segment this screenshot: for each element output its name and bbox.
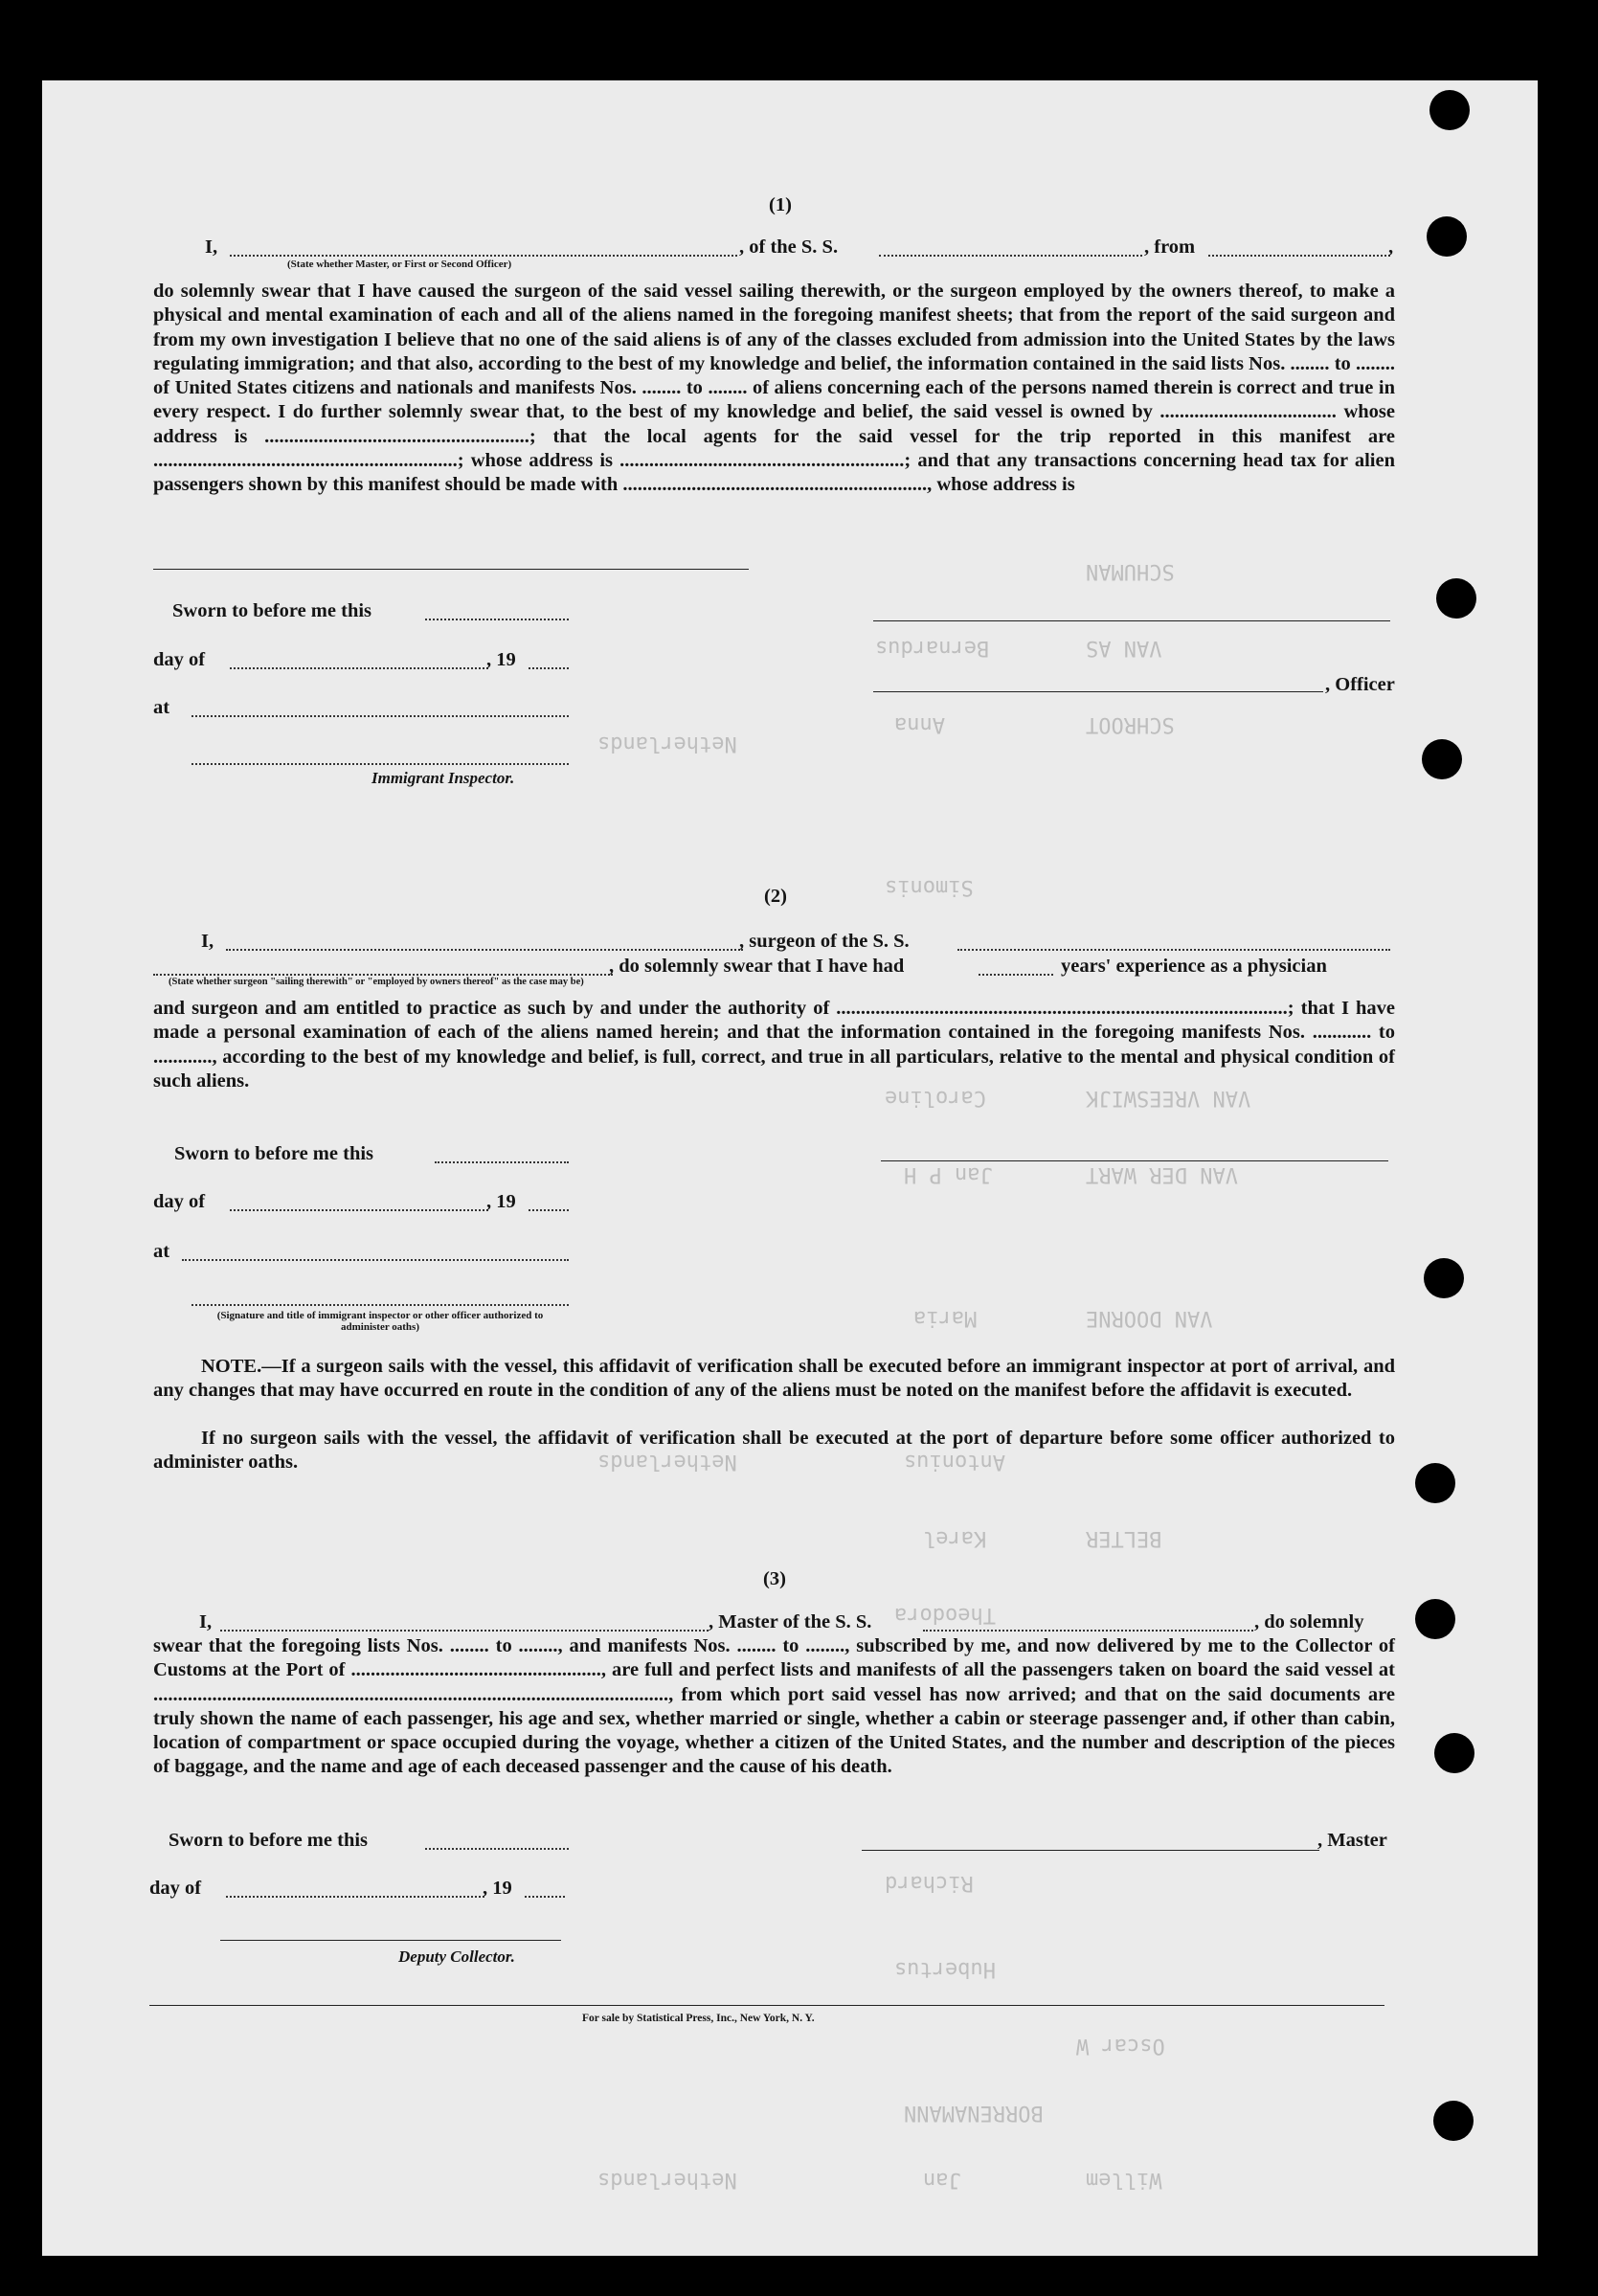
bleed-through-text: Jan P H [904, 1162, 993, 1186]
surgeon-status-field[interactable] [153, 974, 613, 976]
bleed-through-text: Anna [894, 712, 945, 736]
officer-signature-field[interactable] [191, 1304, 569, 1306]
at-label-2: at [153, 1241, 170, 1262]
master-caption: (State whether Master, or First or Second Officer) [287, 259, 512, 270]
bleed-through-text: Bernardus [875, 636, 990, 660]
bleed-through-text: SCHROOT [1086, 712, 1175, 736]
punch-hole [1415, 1463, 1455, 1503]
place-field[interactable] [191, 715, 569, 717]
master-signature-line[interactable] [862, 1850, 1319, 1851]
comma: , [1388, 236, 1394, 258]
bleed-through-text: Simonis [885, 875, 974, 899]
punch-hole [1415, 1599, 1455, 1639]
punch-hole [1436, 578, 1476, 619]
sworn-day-field-3[interactable] [425, 1848, 569, 1850]
officer-label: , Officer [1325, 674, 1395, 695]
surgeon-name-field[interactable] [226, 949, 743, 951]
years-field[interactable] [979, 974, 1053, 976]
bleed-through-text: BORRENAMANN [904, 2101, 1044, 2125]
punch-hole [1429, 90, 1470, 130]
bleed-through-text: VAN DER WART [1086, 1162, 1238, 1186]
month-field[interactable] [230, 667, 488, 669]
bleed-through-text: Jan [923, 2168, 961, 2192]
solemnly-swear-label: , do solemnly swear that I have had [609, 956, 905, 977]
bleed-through-text: Caroline [885, 1086, 986, 1110]
bleed-through-text: VAN AS [1086, 636, 1162, 660]
bleed-through-text: Willem [1086, 2168, 1162, 2192]
address-line[interactable] [153, 569, 749, 570]
officer-signature-line-1[interactable] [873, 620, 1390, 621]
month-field-2[interactable] [230, 1209, 488, 1211]
month-field-3[interactable] [226, 1896, 484, 1898]
bleed-through-text: Karel [923, 1526, 987, 1550]
section-3-i: I, [199, 1611, 213, 1632]
collector-signature-line[interactable] [220, 1940, 561, 1941]
section-1-i: I, [205, 236, 218, 258]
punch-hole [1434, 1733, 1474, 1773]
year-field-2[interactable] [529, 1209, 569, 1211]
section-1-body: do solemnly swear that I have caused the surgeon of the said vessel sailing therewith, or the surgeon employed by the owners thereof, to make a physical and mental examination of each and all of the aliens named in the foregoing manifest sheets; that from the report of the said surgeon and from my own investigation I believe that no one of the said aliens is of any of the classes excluded from admission into the United States by the laws regulating immigration; and that also, according to the best of my knowledge and belief, the information contained in the said lists Nos. ........ to ........ of United States citizens and nationals and manifests Nos. ........ to ........ of aliens concerning each of the persons named therein is correct and true in every respect. I do further solemnly swear that, to the best of my knowledge and belief, the said vessel is owned by .................................... whose address is ......................................................; that the local agents for the said vessel for the trip reported in this manifest are ..............................................................; whose address is ..........................................................; and that any transactions concerning head tax for alien passengers shown by this manifest should be made with .............................................................., whose address is [153, 281, 1395, 496]
from-label: , from [1144, 236, 1196, 258]
section-2-body: and surgeon and am entitled to practice as such by and under the authority of ............................................................................................; that I have made a personal examination of each of the aliens named herein; and that the information contained in the foregoing manifests Nos. ............ to ............, according to the best of my knowledge and belief, is full, correct, and true in all particulars, relative to the mental and physical condition of such aliens. [153, 998, 1395, 1092]
years-experience-label: years' experience as a physician [1061, 956, 1327, 977]
at-label: at [153, 697, 170, 718]
note-paragraph-1: NOTE.—If a surgeon sails with the vessel, this affidavit of verification shall be executed before an immigrant inspector at port of arrival, and any changes that may have occurred en route in the condition of any of the aliens must be noted on the manifest before the affidavit is executed. [153, 1356, 1395, 1401]
punch-hole [1427, 216, 1467, 257]
sworn-label: Sworn to before me this [172, 600, 372, 621]
day-of-label-3: day of [149, 1878, 202, 1899]
year-label-3: , 19 [483, 1878, 512, 1899]
sworn-day-field-2[interactable] [435, 1161, 569, 1163]
master-label: , Master [1317, 1830, 1387, 1851]
from-port-field[interactable] [1208, 255, 1390, 257]
bleed-through-text: Oscar W [1076, 2034, 1165, 2058]
sworn-label-3: Sworn to before me this [169, 1830, 369, 1851]
year-field-3[interactable] [525, 1896, 565, 1898]
day-of-label-2: day of [153, 1191, 206, 1212]
section-2-i: I, [201, 931, 214, 952]
surgeon-vessel-field[interactable] [957, 949, 1390, 951]
bleed-through-text: VAN VREESWIJK [1086, 1086, 1251, 1110]
bleed-through-text: BELTER [1086, 1526, 1162, 1550]
punch-hole [1422, 739, 1462, 779]
sworn-day-field[interactable] [425, 619, 569, 620]
bleed-through-text: Theodora [894, 1603, 996, 1627]
collector-caption: Deputy Collector. [398, 1947, 515, 1966]
section-2-number: (2) [764, 886, 787, 907]
master-of-label: , Master of the S. S. [709, 1611, 872, 1632]
place-field-2[interactable] [182, 1259, 569, 1261]
bleed-through-text: SCHUMAN [1086, 559, 1175, 583]
footer-imprint: For sale by Statistical Press, Inc., New York, N. Y. [582, 2013, 815, 2024]
surgeon-signature-line[interactable] [881, 1160, 1388, 1161]
master-name-field-3[interactable] [220, 1630, 709, 1632]
section-3-number: (3) [763, 1568, 786, 1589]
bleed-through-text: Maria [913, 1306, 978, 1330]
officer-signature-caption: (Signature and title of immigrant inspector or other officer authorized to administer oaths) [216, 1310, 544, 1333]
section-3-body: swear that the foregoing lists Nos. ........ to ........, and manifests Nos. ........ to ........, subscribed by me, and now delivered by me to the Collector of Customs at the Port of ..................................................., are full and perfect lists and manifests of all the passengers taken on board the said vessel at ........................................................................................................., from which port said vessel has now arrived; and that on the said documents are truly shown the name of each passenger, his age and sex, whether married or single, whether a cabin or steerage passenger and, if other than cabin, location of compartment or space occupied during the voyage, whether a citizen of the United States, and the number and description of the pieces of baggage, and the name and age of each deceased passenger and the cause of his death. [153, 1635, 1395, 1778]
surgeon-of-label: , surgeon of the S. S. [739, 931, 910, 952]
bleed-through-text: Richard [885, 1871, 974, 1895]
vessel-name-field[interactable] [879, 255, 1142, 257]
of-the-ss-label: , of the S. S. [739, 236, 839, 258]
punch-hole [1433, 2101, 1474, 2141]
day-of-label: day of [153, 649, 206, 670]
bleed-through-text: Netherlands [597, 732, 737, 755]
footer-rule [149, 2005, 1384, 2006]
officer-signature-line-2[interactable] [873, 691, 1323, 692]
year-label: , 19 [486, 649, 516, 670]
inspector-caption: Immigrant Inspector. [371, 769, 515, 787]
do-solemnly-label: , do solemnly [1254, 1611, 1364, 1632]
bleed-through-text: Hubertus [894, 1957, 996, 1981]
bleed-through-text: VAN DOORNE [1086, 1306, 1213, 1330]
inspector-signature-field[interactable] [191, 763, 569, 765]
sworn-label-2: Sworn to before me this [174, 1143, 374, 1164]
year-field[interactable] [529, 667, 569, 669]
year-label-2: , 19 [486, 1191, 516, 1212]
note-paragraph-2: If no surgeon sails with the vessel, the affidavit of verification shall be executed at the port of departure before some officer authorized to administer oaths. [153, 1428, 1395, 1473]
bleed-through-text: Antonius [904, 1450, 1005, 1474]
section-1-number: (1) [769, 194, 792, 215]
surgeon-caption: (State whether surgeon "sailing therewith" or "employed by owners thereof" as the case may be) [169, 977, 584, 987]
master-name-field[interactable] [230, 255, 737, 257]
bleed-through-text: Netherlands [597, 2168, 737, 2192]
vessel-name-field-3[interactable] [923, 1630, 1253, 1632]
punch-hole [1424, 1258, 1464, 1298]
bleed-through-text: Netherlands [597, 1450, 737, 1474]
